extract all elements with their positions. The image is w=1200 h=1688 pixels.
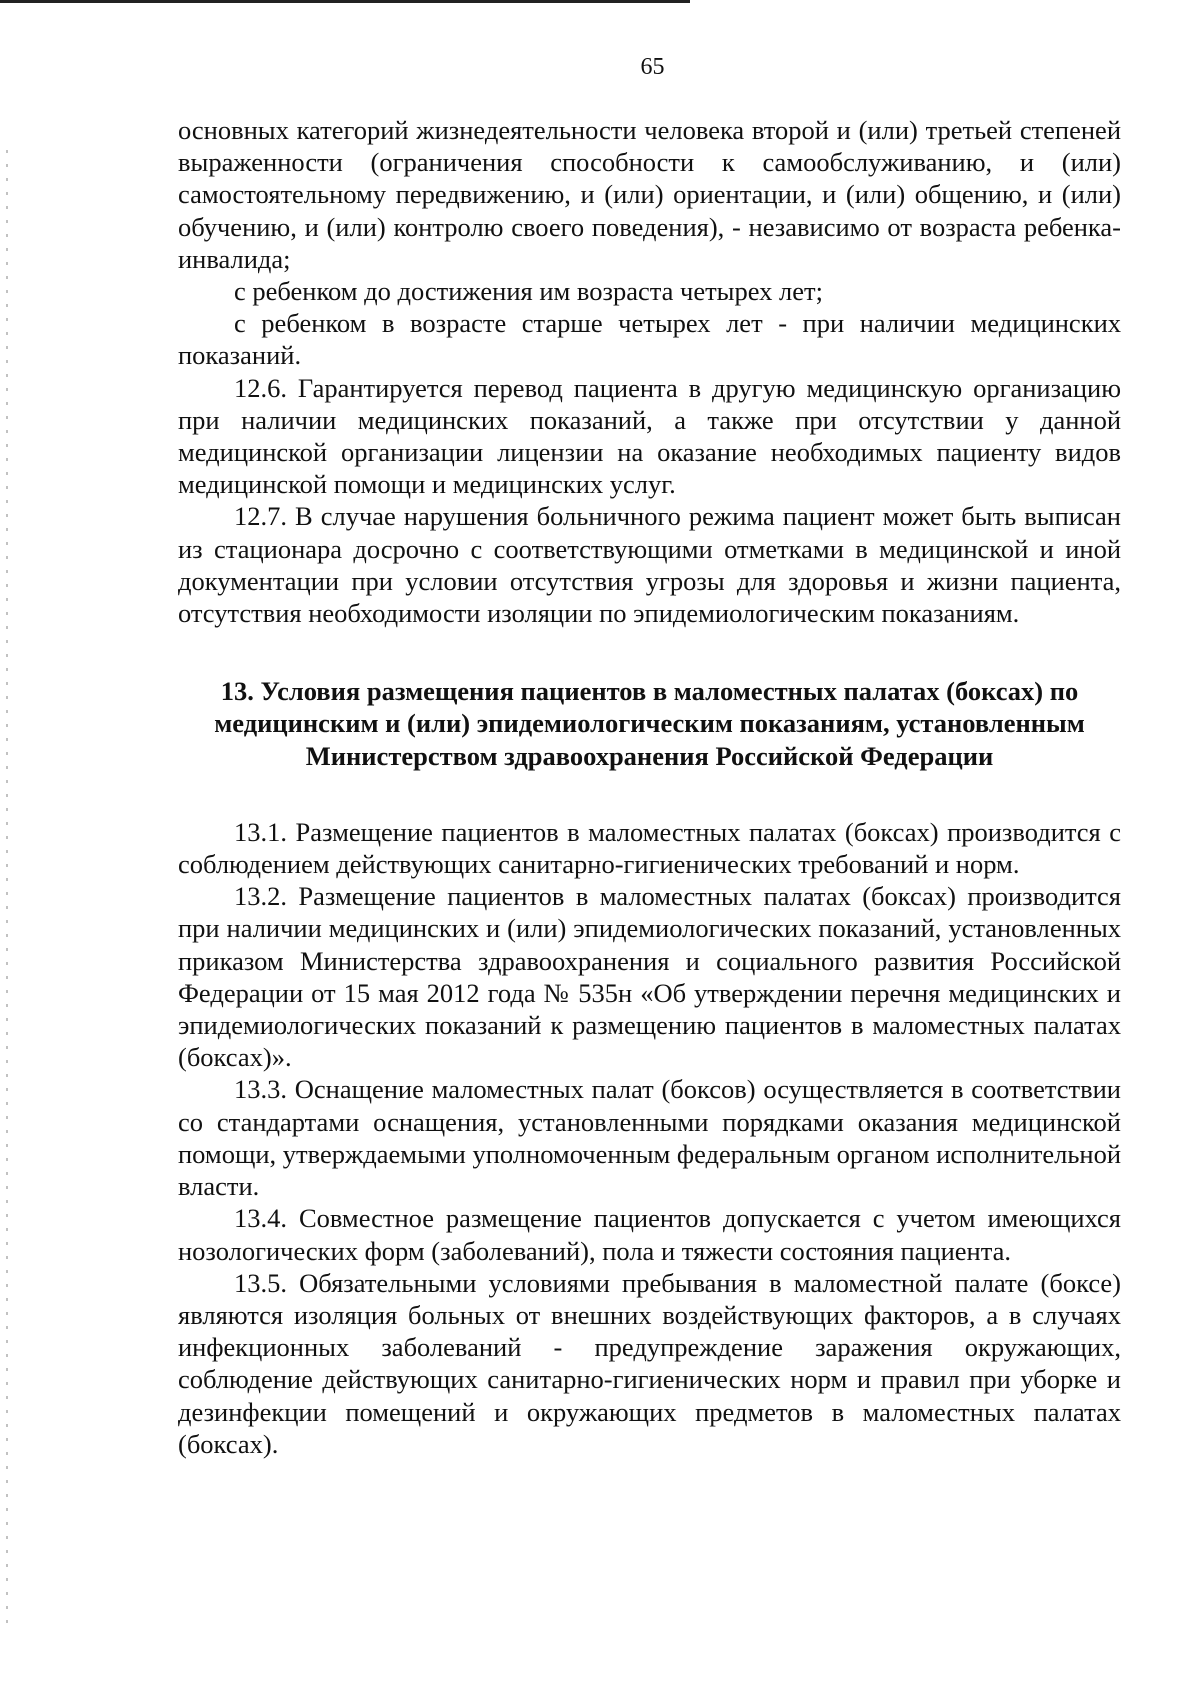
- paragraph-12-7: 12.7. В случае нарушения больничного режима пациент может быть выписан из стационара досрочно с соответствующими отметками в медицинской и иной документации при условии отсутствия угрозы для здоровья и жизни пациента, отсутствия необходимости изоляции по эпидемиологическим показаниям.: [178, 501, 1121, 629]
- paragraph-child-over-four: с ребенком в возрасте старше четырех лет - при наличии медицинских показаний.: [178, 308, 1121, 371]
- page-number: 65: [640, 54, 665, 80]
- paragraph-13-3: 13.3. Оснащение маломестных палат (боксов) осуществляется в соответствии со стандартами оснащения, установленными порядками оказания медицинской помощи, утверждаемыми уполномоченным федеральным органом исполнительной власти.: [178, 1074, 1122, 1202]
- paragraph-13-5: 13.5. Обязательными условиями пребывания в маломестной палате (боксе) являются изоляция больных от внешних воздействующих факторов, а в случаях инфекционных заболеваний - предупреждение заражения окружающих, соблюдение действующих санитарно-гигиенических норм и правил при уборке и дезинфекции помещений и окружающих предметов в маломестных палатах (боксах).: [178, 1267, 1121, 1459]
- paragraph-13-2: 13.2. Размещение пациентов в маломестных палатах (боксах) производится при наличии медицинских и (или) эпидемиологических показаний, установленных приказом Министерства здравоохранения и социального развития Российской Федерации от 15 мая 2012 года № 535н «Об утверждении перечня медицинских и эпидемиологических показаний к размещению пациентов в маломестных палатах (боксах)».: [178, 881, 1121, 1073]
- scan-edge-marks: [6, 150, 8, 1630]
- paragraph-12-6: 12.6. Гарантируется перевод пациента в другую медицинскую организацию при наличии медицинских показаний, а также при отсутствии у данной медицинской организации лицензии на оказание необходимых пациенту видов медицинской помощи и медицинских услуг.: [178, 372, 1121, 500]
- document-body: [178, 114, 1121, 1460]
- top-scan-rule: [0, 0, 690, 3]
- paragraph-13-4: 13.4. Совместное размещение пациентов допускается с учетом имеющихся нозологических форм (заболеваний), пола и тяжести состояния пациента.: [178, 1203, 1121, 1266]
- paragraph-continuation: основных категорий жизнедеятельности человека второй и (или) третьей степеней выраженности (ограничения способности к самообслуживанию, и (или) самостоятельному передвижению, и (или) ориентации, и (или) общению, и (или) обучению, и (или) контролю своего поведения), - независимо от возраста ребенка-инвалида;: [178, 115, 1121, 274]
- paragraph-child-under-four: с ребенком до достижения им возраста четырех лет;: [234, 276, 823, 307]
- paragraph-13-1: 13.1. Размещение пациентов в маломестных палатах (боксах) производится с соблюдением действующих санитарно-гигиенических требований и норм.: [178, 816, 1121, 880]
- section-13-heading: 13. Условия размещения пациентов в маломестных палатах (боксах) по медицинским и (или) эпидемиологическим показаниям, установленным Министерством здравоохранения Российской Федерации: [214, 676, 1085, 771]
